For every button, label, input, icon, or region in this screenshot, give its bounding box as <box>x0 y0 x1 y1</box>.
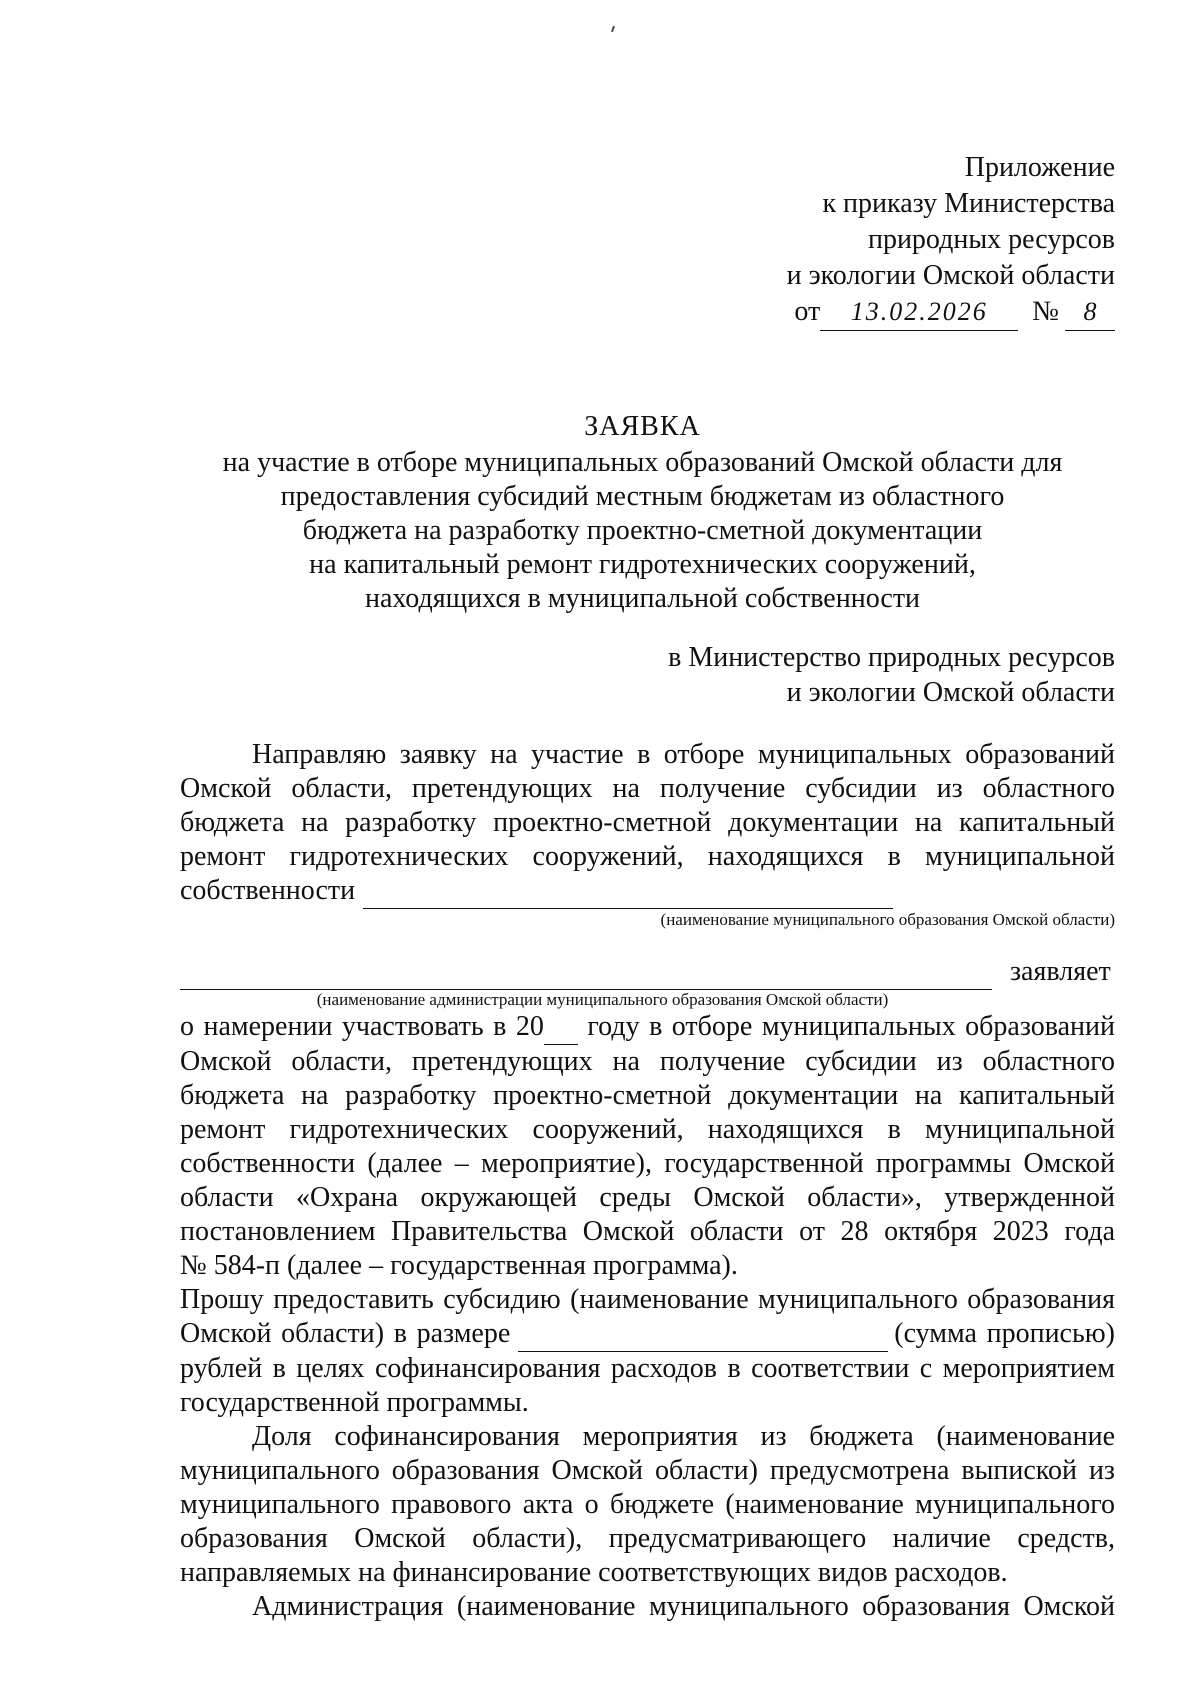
appendix-header <box>787 150 1115 331</box>
para2-line-4: ремонт гидротехнических сооружений, находящихся в муниципальной <box>180 1114 1115 1145</box>
appendix-line-1: Приложение <box>964 152 1115 183</box>
recipient-line-2: и экологии Омской области <box>786 677 1115 708</box>
order-date-number-line <box>787 294 1115 331</box>
appendix-line-4: и экологии Омской области <box>786 260 1115 291</box>
para1-line-1: Направляю заявку на участие в отборе муниципальных образований <box>252 739 1115 770</box>
paragraph-intention <box>180 1010 1115 1624</box>
title-line-1: на участие в отборе муниципальных образований Омской области для <box>222 447 1063 478</box>
para2-line-1-a: о намерении участвовать в 20 <box>180 1011 544 1042</box>
title-line-3: бюджета на разработку проектно-сметной документации <box>302 515 983 546</box>
handwritten-date: 13.02.2026 <box>820 294 1018 331</box>
para1-line-5 <box>180 874 1115 909</box>
declares-row <box>180 955 1115 990</box>
handwritten-number: 8 <box>1065 294 1115 331</box>
para1-last-text: собственности <box>180 875 356 906</box>
para2-line-5: собственности (далее – мероприятие), государственной программы Омской <box>180 1148 1115 1179</box>
para3-line-2 <box>180 1317 1115 1352</box>
title-line-4: на капитальный ремонт гидротехнических сооружений, <box>309 549 976 580</box>
appendix-line-3: природных ресурсов <box>867 224 1115 255</box>
para2-line-6: области «Охрана окружающей среды Омской области», утвержденной <box>180 1182 1115 1213</box>
municipality-name-blank[interactable] <box>363 874 893 909</box>
title-line-2: предоставления субсидий местным бюджетам из областного <box>280 481 1005 512</box>
administration-hint: (наименование администрации муниципального образования Омской области) <box>316 990 889 1009</box>
para3-line-2-a: Омской области) в размере <box>180 1318 511 1349</box>
para4-line-1: Доля софинансирования мероприятия из бюджета (наименование <box>252 1421 1115 1452</box>
recipient-line-1: в Министерство природных ресурсов <box>668 642 1115 673</box>
para1-line-4: ремонт гидротехнических сооружений, находящихся в муниципальной <box>180 841 1115 872</box>
municipality-hint: (наименование муниципального образования Омской области) <box>660 910 1115 929</box>
para4-line-5: направляемых на финансирование соответствующих видов расходов. <box>180 1557 1008 1588</box>
para2-line-1-b: году в отборе муниципальных образований <box>577 1011 1115 1042</box>
para5-line-1: Администрация (наименование муниципального образования Омской <box>252 1591 1115 1622</box>
para2-line-3: бюджета на разработку проектно-сметной документации на капитальный <box>180 1080 1115 1111</box>
para1-line-2: Омской области, претендующих на получение субсидии из областного <box>180 773 1115 804</box>
para3-line-2-b: (сумма прописью) <box>894 1318 1115 1349</box>
para4-line-2: муниципального образования Омской области) предусмотрена выпиской из <box>180 1455 1115 1486</box>
title-line-5: находящихся в муниципальной собственности <box>364 583 921 614</box>
amount-words-blank[interactable] <box>518 1317 888 1352</box>
scan-mark <box>611 26 615 32</box>
administration-name-blank[interactable] <box>180 955 992 990</box>
para3-line-1: Прошу предоставить субсидию (наименование муниципального образования <box>180 1284 1115 1315</box>
para4-line-4: образования Омской области), предусматривающего наличие средств, <box>180 1523 1115 1554</box>
recipient-block <box>668 640 1115 710</box>
year-blank[interactable] <box>544 1010 578 1045</box>
para4-line-3: муниципального правового акта о бюджете (наименование муниципального <box>180 1489 1115 1520</box>
appendix-line-2: к приказу Министерства <box>822 188 1115 219</box>
paragraph-request <box>180 738 1115 931</box>
document-title: ЗАЯВКА <box>584 411 701 442</box>
para2-line-8: № 584-п (далее – государственная программа). <box>180 1250 738 1281</box>
from-label: от <box>794 296 821 327</box>
number-label: № <box>1032 296 1059 327</box>
document-title-block <box>170 410 1115 616</box>
declares-word: заявляет <box>1010 956 1111 987</box>
para2-line-7: постановлением Правительства Омской области от 28 октября 2023 года <box>180 1216 1115 1247</box>
para2-line-1 <box>180 1010 1115 1045</box>
para3-line-3: рублей в целях софинансирования расходов в соответствии с мероприятием <box>180 1353 1115 1384</box>
para2-line-2: Омской области, претендующих на получение субсидии из областного <box>180 1046 1115 1077</box>
para3-line-4: государственной программы. <box>180 1387 529 1418</box>
para1-line-3: бюджета на разработку проектно-сметной документации на капитальный <box>180 807 1115 838</box>
